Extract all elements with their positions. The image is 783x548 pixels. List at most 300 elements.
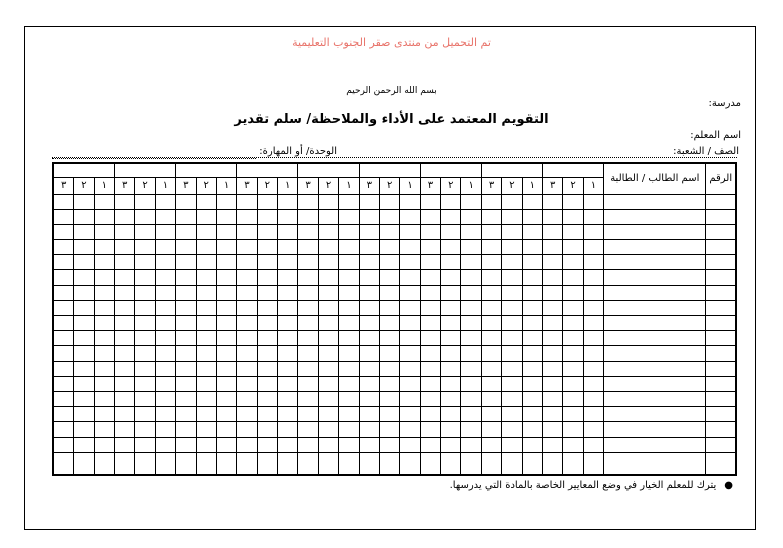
score-cell[interactable]: [74, 316, 94, 331]
score-cell[interactable]: [257, 300, 277, 315]
score-cell[interactable]: [278, 316, 298, 331]
name-cell[interactable]: [604, 240, 706, 255]
score-cell[interactable]: [155, 255, 175, 270]
score-cell[interactable]: [400, 437, 420, 452]
score-cell[interactable]: [522, 437, 542, 452]
score-cell[interactable]: [461, 240, 481, 255]
score-cell[interactable]: [318, 407, 338, 422]
score-cell[interactable]: [135, 391, 155, 406]
score-cell[interactable]: [176, 194, 196, 209]
score-cell[interactable]: [155, 194, 175, 209]
score-cell[interactable]: [196, 316, 216, 331]
score-cell[interactable]: [196, 209, 216, 224]
score-cell[interactable]: [135, 270, 155, 285]
score-cell[interactable]: [278, 422, 298, 437]
score-cell[interactable]: [379, 285, 399, 300]
score-cell[interactable]: [176, 224, 196, 239]
score-cell[interactable]: [339, 437, 359, 452]
score-cell[interactable]: [400, 255, 420, 270]
score-cell[interactable]: [441, 255, 461, 270]
score-cell[interactable]: [542, 209, 562, 224]
score-cell[interactable]: [441, 407, 461, 422]
score-cell[interactable]: [237, 270, 257, 285]
score-cell[interactable]: [196, 224, 216, 239]
score-cell[interactable]: [379, 407, 399, 422]
score-cell[interactable]: [481, 209, 501, 224]
score-cell[interactable]: [461, 285, 481, 300]
score-cell[interactable]: [257, 240, 277, 255]
score-cell[interactable]: [400, 240, 420, 255]
score-cell[interactable]: [542, 285, 562, 300]
score-cell[interactable]: [461, 270, 481, 285]
score-cell[interactable]: [196, 452, 216, 475]
score-cell[interactable]: [257, 376, 277, 391]
score-cell[interactable]: [522, 224, 542, 239]
name-cell[interactable]: [604, 300, 706, 315]
score-cell[interactable]: [216, 331, 236, 346]
score-cell[interactable]: [318, 376, 338, 391]
score-cell[interactable]: [155, 407, 175, 422]
score-cell[interactable]: [115, 452, 135, 475]
score-cell[interactable]: [74, 422, 94, 437]
score-cell[interactable]: [257, 407, 277, 422]
number-cell[interactable]: [706, 224, 736, 239]
score-cell[interactable]: [257, 209, 277, 224]
score-cell[interactable]: [400, 376, 420, 391]
score-cell[interactable]: [339, 300, 359, 315]
score-cell[interactable]: [176, 346, 196, 361]
score-cell[interactable]: [481, 346, 501, 361]
score-cell[interactable]: [339, 346, 359, 361]
score-cell[interactable]: [502, 376, 522, 391]
score-cell[interactable]: [135, 316, 155, 331]
name-cell[interactable]: [604, 316, 706, 331]
score-cell[interactable]: [94, 391, 114, 406]
score-cell[interactable]: [420, 209, 440, 224]
score-cell[interactable]: [237, 407, 257, 422]
score-cell[interactable]: [257, 361, 277, 376]
number-cell[interactable]: [706, 361, 736, 376]
score-cell[interactable]: [339, 194, 359, 209]
score-cell[interactable]: [522, 391, 542, 406]
score-cell[interactable]: [74, 300, 94, 315]
score-cell[interactable]: [278, 331, 298, 346]
name-cell[interactable]: [604, 285, 706, 300]
score-cell[interactable]: [542, 255, 562, 270]
score-cell[interactable]: [339, 422, 359, 437]
score-cell[interactable]: [53, 376, 74, 391]
score-cell[interactable]: [481, 194, 501, 209]
score-cell[interactable]: [176, 270, 196, 285]
score-cell[interactable]: [298, 361, 318, 376]
score-cell[interactable]: [298, 285, 318, 300]
score-cell[interactable]: [53, 285, 74, 300]
score-cell[interactable]: [481, 285, 501, 300]
score-cell[interactable]: [257, 452, 277, 475]
score-cell[interactable]: [400, 391, 420, 406]
number-cell[interactable]: [706, 346, 736, 361]
score-cell[interactable]: [481, 437, 501, 452]
score-cell[interactable]: [441, 422, 461, 437]
score-cell[interactable]: [583, 361, 603, 376]
score-cell[interactable]: [53, 452, 74, 475]
score-cell[interactable]: [115, 422, 135, 437]
score-cell[interactable]: [196, 361, 216, 376]
score-cell[interactable]: [176, 316, 196, 331]
score-cell[interactable]: [94, 376, 114, 391]
score-cell[interactable]: [379, 209, 399, 224]
score-cell[interactable]: [542, 407, 562, 422]
score-cell[interactable]: [94, 331, 114, 346]
score-cell[interactable]: [420, 194, 440, 209]
score-cell[interactable]: [278, 391, 298, 406]
score-cell[interactable]: [339, 391, 359, 406]
score-cell[interactable]: [196, 391, 216, 406]
number-cell[interactable]: [706, 194, 736, 209]
score-cell[interactable]: [502, 452, 522, 475]
score-cell[interactable]: [74, 194, 94, 209]
score-cell[interactable]: [583, 331, 603, 346]
score-cell[interactable]: [502, 209, 522, 224]
score-cell[interactable]: [522, 346, 542, 361]
score-cell[interactable]: [318, 285, 338, 300]
score-cell[interactable]: [481, 224, 501, 239]
score-cell[interactable]: [298, 437, 318, 452]
score-cell[interactable]: [563, 255, 583, 270]
score-cell[interactable]: [216, 270, 236, 285]
score-cell[interactable]: [135, 194, 155, 209]
score-cell[interactable]: [400, 452, 420, 475]
score-cell[interactable]: [400, 331, 420, 346]
number-cell[interactable]: [706, 240, 736, 255]
score-cell[interactable]: [196, 437, 216, 452]
score-cell[interactable]: [155, 422, 175, 437]
score-cell[interactable]: [379, 422, 399, 437]
name-cell[interactable]: [604, 346, 706, 361]
score-cell[interactable]: [420, 331, 440, 346]
score-cell[interactable]: [542, 331, 562, 346]
score-cell[interactable]: [420, 452, 440, 475]
score-cell[interactable]: [298, 270, 318, 285]
score-cell[interactable]: [502, 285, 522, 300]
score-cell[interactable]: [359, 346, 379, 361]
score-cell[interactable]: [379, 300, 399, 315]
score-cell[interactable]: [339, 452, 359, 475]
score-cell[interactable]: [257, 316, 277, 331]
score-cell[interactable]: [94, 422, 114, 437]
score-cell[interactable]: [420, 376, 440, 391]
score-cell[interactable]: [563, 391, 583, 406]
score-cell[interactable]: [115, 407, 135, 422]
name-cell[interactable]: [604, 209, 706, 224]
score-cell[interactable]: [583, 316, 603, 331]
score-cell[interactable]: [318, 194, 338, 209]
score-cell[interactable]: [196, 240, 216, 255]
score-cell[interactable]: [196, 285, 216, 300]
score-cell[interactable]: [502, 437, 522, 452]
score-cell[interactable]: [359, 255, 379, 270]
score-cell[interactable]: [542, 346, 562, 361]
score-cell[interactable]: [155, 376, 175, 391]
score-cell[interactable]: [379, 376, 399, 391]
score-cell[interactable]: [359, 194, 379, 209]
score-cell[interactable]: [135, 452, 155, 475]
score-cell[interactable]: [216, 376, 236, 391]
score-cell[interactable]: [115, 391, 135, 406]
score-cell[interactable]: [339, 316, 359, 331]
score-cell[interactable]: [216, 316, 236, 331]
number-cell[interactable]: [706, 422, 736, 437]
score-cell[interactable]: [461, 331, 481, 346]
score-cell[interactable]: [216, 240, 236, 255]
score-cell[interactable]: [583, 376, 603, 391]
score-cell[interactable]: [522, 300, 542, 315]
score-cell[interactable]: [339, 376, 359, 391]
score-cell[interactable]: [196, 255, 216, 270]
score-cell[interactable]: [583, 407, 603, 422]
score-cell[interactable]: [502, 270, 522, 285]
score-cell[interactable]: [318, 316, 338, 331]
name-cell[interactable]: [604, 422, 706, 437]
score-cell[interactable]: [216, 391, 236, 406]
score-cell[interactable]: [522, 240, 542, 255]
score-cell[interactable]: [237, 316, 257, 331]
name-cell[interactable]: [604, 255, 706, 270]
score-cell[interactable]: [53, 407, 74, 422]
score-cell[interactable]: [502, 361, 522, 376]
score-cell[interactable]: [74, 346, 94, 361]
score-cell[interactable]: [176, 300, 196, 315]
score-cell[interactable]: [74, 224, 94, 239]
score-cell[interactable]: [379, 437, 399, 452]
score-cell[interactable]: [318, 331, 338, 346]
score-cell[interactable]: [257, 331, 277, 346]
score-cell[interactable]: [461, 452, 481, 475]
score-cell[interactable]: [339, 240, 359, 255]
score-cell[interactable]: [359, 407, 379, 422]
score-cell[interactable]: [583, 437, 603, 452]
score-cell[interactable]: [115, 331, 135, 346]
score-cell[interactable]: [155, 224, 175, 239]
score-cell[interactable]: [298, 240, 318, 255]
score-cell[interactable]: [94, 452, 114, 475]
score-cell[interactable]: [115, 240, 135, 255]
score-cell[interactable]: [176, 331, 196, 346]
number-cell[interactable]: [706, 452, 736, 475]
name-cell[interactable]: [604, 361, 706, 376]
score-cell[interactable]: [74, 407, 94, 422]
score-cell[interactable]: [278, 209, 298, 224]
score-cell[interactable]: [359, 316, 379, 331]
score-cell[interactable]: [359, 376, 379, 391]
score-cell[interactable]: [155, 240, 175, 255]
score-cell[interactable]: [420, 407, 440, 422]
score-cell[interactable]: [400, 407, 420, 422]
score-cell[interactable]: [441, 437, 461, 452]
number-cell[interactable]: [706, 316, 736, 331]
score-cell[interactable]: [278, 437, 298, 452]
score-cell[interactable]: [74, 437, 94, 452]
score-cell[interactable]: [339, 270, 359, 285]
score-cell[interactable]: [542, 194, 562, 209]
score-cell[interactable]: [257, 194, 277, 209]
score-cell[interactable]: [257, 224, 277, 239]
name-cell[interactable]: [604, 270, 706, 285]
score-cell[interactable]: [318, 437, 338, 452]
score-cell[interactable]: [135, 331, 155, 346]
score-cell[interactable]: [74, 376, 94, 391]
score-cell[interactable]: [94, 361, 114, 376]
score-cell[interactable]: [583, 240, 603, 255]
score-cell[interactable]: [155, 331, 175, 346]
score-cell[interactable]: [278, 452, 298, 475]
score-cell[interactable]: [481, 255, 501, 270]
score-cell[interactable]: [237, 452, 257, 475]
score-cell[interactable]: [53, 300, 74, 315]
score-cell[interactable]: [461, 316, 481, 331]
score-cell[interactable]: [74, 285, 94, 300]
score-cell[interactable]: [298, 224, 318, 239]
score-cell[interactable]: [461, 376, 481, 391]
score-cell[interactable]: [461, 224, 481, 239]
score-cell[interactable]: [359, 285, 379, 300]
score-cell[interactable]: [216, 437, 236, 452]
score-cell[interactable]: [461, 391, 481, 406]
score-cell[interactable]: [196, 300, 216, 315]
score-cell[interactable]: [400, 285, 420, 300]
score-cell[interactable]: [176, 376, 196, 391]
score-cell[interactable]: [420, 391, 440, 406]
score-cell[interactable]: [298, 407, 318, 422]
score-cell[interactable]: [53, 316, 74, 331]
score-cell[interactable]: [400, 209, 420, 224]
score-cell[interactable]: [216, 452, 236, 475]
score-cell[interactable]: [420, 346, 440, 361]
score-cell[interactable]: [115, 270, 135, 285]
name-cell[interactable]: [604, 391, 706, 406]
score-cell[interactable]: [441, 376, 461, 391]
score-cell[interactable]: [563, 422, 583, 437]
score-cell[interactable]: [257, 437, 277, 452]
score-cell[interactable]: [318, 391, 338, 406]
score-cell[interactable]: [216, 422, 236, 437]
score-cell[interactable]: [298, 255, 318, 270]
score-cell[interactable]: [420, 437, 440, 452]
score-cell[interactable]: [522, 209, 542, 224]
score-cell[interactable]: [135, 285, 155, 300]
score-cell[interactable]: [359, 224, 379, 239]
score-cell[interactable]: [135, 407, 155, 422]
name-cell[interactable]: [604, 452, 706, 475]
score-cell[interactable]: [298, 422, 318, 437]
score-cell[interactable]: [502, 346, 522, 361]
score-cell[interactable]: [481, 316, 501, 331]
score-cell[interactable]: [583, 391, 603, 406]
score-cell[interactable]: [542, 300, 562, 315]
score-cell[interactable]: [237, 285, 257, 300]
score-cell[interactable]: [563, 437, 583, 452]
score-cell[interactable]: [379, 224, 399, 239]
score-cell[interactable]: [237, 346, 257, 361]
score-cell[interactable]: [481, 331, 501, 346]
score-cell[interactable]: [583, 300, 603, 315]
score-cell[interactable]: [339, 285, 359, 300]
score-cell[interactable]: [359, 300, 379, 315]
score-cell[interactable]: [441, 224, 461, 239]
score-cell[interactable]: [278, 255, 298, 270]
score-cell[interactable]: [155, 452, 175, 475]
score-cell[interactable]: [115, 300, 135, 315]
score-cell[interactable]: [339, 255, 359, 270]
score-cell[interactable]: [481, 270, 501, 285]
score-cell[interactable]: [502, 422, 522, 437]
score-cell[interactable]: [563, 194, 583, 209]
score-cell[interactable]: [522, 316, 542, 331]
score-cell[interactable]: [441, 391, 461, 406]
score-cell[interactable]: [481, 240, 501, 255]
score-cell[interactable]: [74, 240, 94, 255]
score-cell[interactable]: [359, 452, 379, 475]
score-cell[interactable]: [196, 270, 216, 285]
score-cell[interactable]: [115, 209, 135, 224]
score-cell[interactable]: [278, 376, 298, 391]
score-cell[interactable]: [583, 194, 603, 209]
score-cell[interactable]: [502, 240, 522, 255]
name-cell[interactable]: [604, 376, 706, 391]
score-cell[interactable]: [339, 361, 359, 376]
score-cell[interactable]: [563, 361, 583, 376]
score-cell[interactable]: [237, 422, 257, 437]
score-cell[interactable]: [542, 422, 562, 437]
score-cell[interactable]: [176, 391, 196, 406]
score-cell[interactable]: [522, 452, 542, 475]
score-cell[interactable]: [94, 437, 114, 452]
score-cell[interactable]: [237, 331, 257, 346]
score-cell[interactable]: [135, 224, 155, 239]
number-cell[interactable]: [706, 407, 736, 422]
score-cell[interactable]: [502, 331, 522, 346]
score-cell[interactable]: [359, 240, 379, 255]
score-cell[interactable]: [257, 270, 277, 285]
score-cell[interactable]: [237, 240, 257, 255]
score-cell[interactable]: [115, 376, 135, 391]
score-cell[interactable]: [379, 391, 399, 406]
number-cell[interactable]: [706, 391, 736, 406]
score-cell[interactable]: [115, 316, 135, 331]
score-cell[interactable]: [115, 224, 135, 239]
score-cell[interactable]: [563, 270, 583, 285]
score-cell[interactable]: [461, 209, 481, 224]
score-cell[interactable]: [522, 255, 542, 270]
score-cell[interactable]: [155, 285, 175, 300]
number-cell[interactable]: [706, 255, 736, 270]
score-cell[interactable]: [359, 391, 379, 406]
score-cell[interactable]: [115, 437, 135, 452]
score-cell[interactable]: [74, 452, 94, 475]
score-cell[interactable]: [400, 346, 420, 361]
score-cell[interactable]: [563, 346, 583, 361]
score-cell[interactable]: [237, 300, 257, 315]
score-cell[interactable]: [420, 270, 440, 285]
score-cell[interactable]: [359, 437, 379, 452]
score-cell[interactable]: [94, 209, 114, 224]
score-cell[interactable]: [135, 346, 155, 361]
score-cell[interactable]: [94, 346, 114, 361]
score-cell[interactable]: [379, 194, 399, 209]
score-cell[interactable]: [53, 240, 74, 255]
score-cell[interactable]: [74, 361, 94, 376]
score-cell[interactable]: [481, 376, 501, 391]
